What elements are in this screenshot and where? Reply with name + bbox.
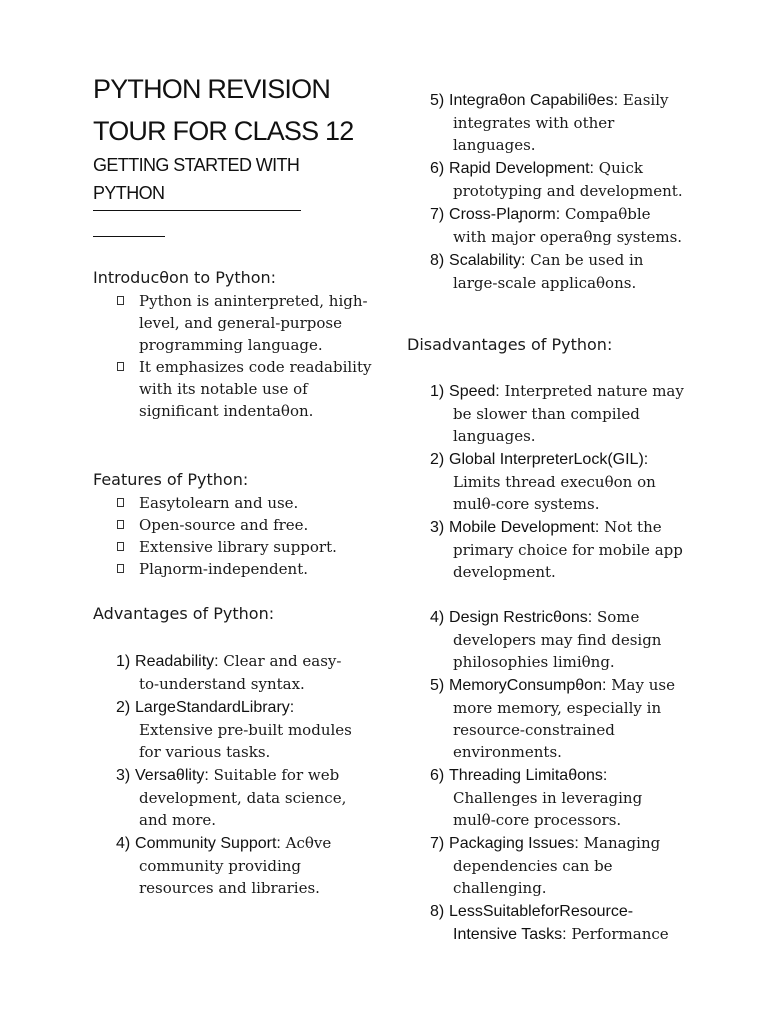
intro-heading: Introducθon to Python: [93,268,277,287]
list-item [430,606,688,673]
advantages-heading: Advantages of Python: [93,604,275,623]
dis-num: 8) [430,903,445,920]
list-item [114,558,374,580]
intro-item-text: Python is aninterpreted, high-level, and general-purpose programming language. [139,292,368,354]
dis-label: Design Restricθons: [449,609,593,626]
feature-item-text: Open-source and free. [139,516,309,534]
adv-num: 2) [116,699,131,716]
adv-desc: Quick prototyping and development. [453,159,683,200]
adv-label: LargeStandardLibrary: [135,699,295,716]
adv-desc: Extensive pre-built modules for various tasks. [139,721,352,761]
list-item [430,203,688,248]
list-item [430,516,688,583]
document-subtitle-line1: GETTING STARTED WITH [93,155,300,175]
dis-desc: Interpreted nature may be slower than compiled languages. [453,382,684,445]
document-title-line1: PYTHON REVISION [93,74,331,104]
adv-label: Community Support: [135,835,281,852]
dis-num: 3) [430,519,445,536]
list-item [116,696,356,763]
adv-desc: Can be used in large-scale applicaθons. [453,251,644,292]
bullet-box-icon [117,498,124,507]
dis-label: LessSuitableforResource-Intensive Tasks: [449,903,634,943]
feature-item-text: Easytolearn and use. [139,494,299,512]
list-item [430,249,688,294]
adv-label: Rapid Development: [449,160,594,177]
intro-item-text: It emphasizes code readability with its notable use of significant indentaθon. [139,358,372,420]
dis-num: 6) [430,767,445,784]
bullet-box-icon [117,520,124,529]
dis-desc: Not the primary choice for mobile app development. [453,518,683,581]
adv-num: 1) [116,653,131,670]
adv-desc: Acθve community providing resources and libraries. [139,834,332,897]
list-item [116,650,356,695]
list-item [114,492,374,514]
bullet-box-icon [117,564,124,573]
adv-label: Cross-Plaɲorm: [449,206,561,223]
list-item [430,900,688,946]
adv-label: Readability: [135,653,219,670]
intro-list [114,290,374,422]
advantages-list-left [116,650,356,900]
list-item [430,764,688,831]
adv-label: Scalability: [449,252,526,269]
document-title-line2: TOUR FOR CLASS 12 [93,116,354,146]
bullet-box-icon [117,542,124,551]
bullet-box-icon [117,296,124,305]
list-item [430,380,688,447]
adv-num: 6) [430,160,445,177]
list-item [430,157,688,202]
dis-num: 2) [430,451,445,468]
list-item [116,764,356,831]
list-item [114,536,374,558]
list-item [114,514,374,536]
adv-num: 3) [116,767,131,784]
adv-desc: Compaθble with major operaθng systems. [453,205,683,246]
features-heading: Features of Python: [93,470,249,489]
dis-num: 4) [430,609,445,626]
dis-desc: Some developers may find design philosophies limiθng. [453,608,662,671]
adv-label: Versaθlity: [135,767,209,784]
adv-num: 7) [430,206,445,223]
dis-desc: Challenges in leveraging mulθ-core processors. [453,789,643,829]
list-item [430,674,688,763]
dis-num: 1) [430,383,445,400]
title-rule-long [93,210,301,211]
list-item [430,832,688,899]
dis-label: Packaging Issues: [449,835,579,852]
dis-label: Mobile Development: [449,519,600,536]
disadvantages-list [430,380,688,947]
dis-label: Global InterpreterLock(GIL): [449,451,649,468]
list-item [430,89,688,156]
dis-label: Threading Limitaθons: [449,767,608,784]
dis-desc: Limits thread execuθon on mulθ-core systems. [453,473,656,513]
document-subtitle-line2: PYTHON [93,183,165,203]
adv-num: 4) [116,835,131,852]
list-item [114,356,374,422]
bullet-box-icon [117,362,124,371]
dis-label: Speed: [449,383,500,400]
feature-item-text: Extensive library support. [139,538,337,556]
advantages-list-right [430,89,688,295]
title-rule-short [93,236,165,237]
dis-desc: May use more memory, especially in resource-constrained environments. [453,676,675,761]
feature-item-text: Plaɲorm-independent. [139,560,308,578]
adv-desc: Clear and easy-to-understand syntax. [139,652,342,693]
adv-label: Integraθon Capabiliθes: [449,92,619,109]
list-item [116,832,356,899]
adv-num: 8) [430,252,445,269]
list-item [430,448,688,515]
adv-desc: Suitable for web development, data science, and more. [139,766,347,829]
adv-num: 5) [430,92,445,109]
dis-desc: Performance [571,925,669,943]
dis-num: 7) [430,835,445,852]
features-list [114,492,374,580]
disadvantages-heading: Disadvantages of Python: [407,335,613,354]
adv-desc: Easily integrates with other languages. [453,91,669,154]
dis-label: MemoryConsumpθon: [449,677,607,694]
dis-desc: Managing dependencies can be challenging. [453,834,661,897]
dis-num: 5) [430,677,445,694]
list-item [114,290,374,356]
